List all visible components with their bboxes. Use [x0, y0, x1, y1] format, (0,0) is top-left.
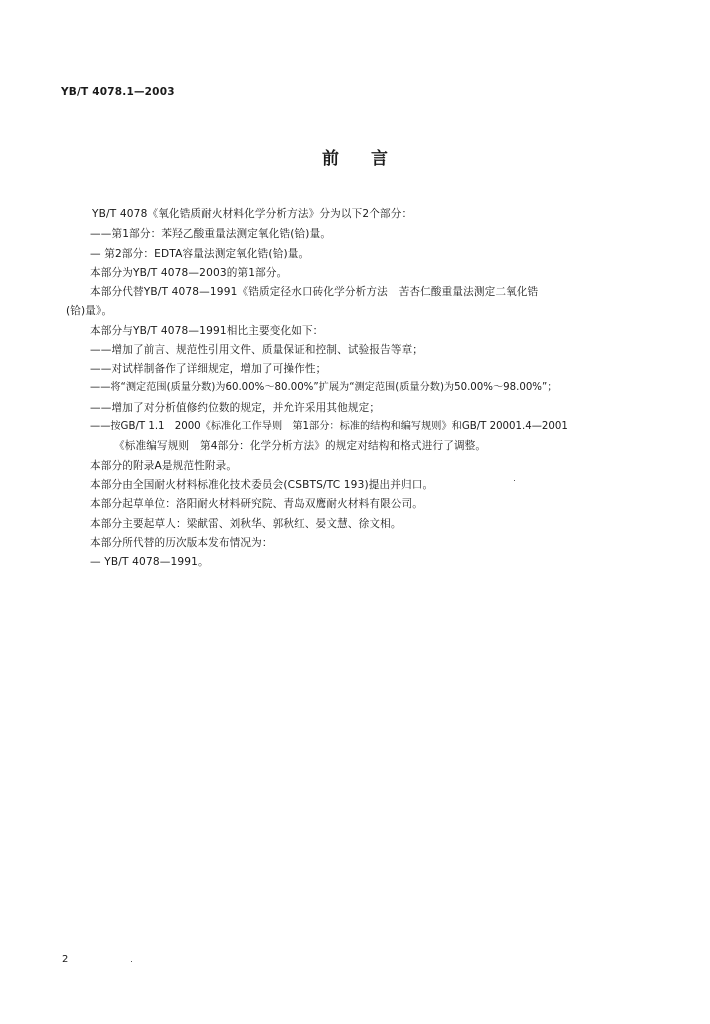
scan-speck [131, 961, 132, 962]
list-item: ——增加了前言、规范性引用文件、质量保证和控制、试验报告等章； [90, 344, 424, 356]
paragraph-line: 本部分所代替的历次版本发布情况为： [90, 537, 273, 549]
list-item: ——对试样制备作了详细规定，增加了可操作性； [90, 363, 327, 375]
list-item-continuation: 《标准编写规则 第4部分：化学分析方法》的规定对结构和格式进行了调整。 [114, 440, 487, 452]
paragraph-line: 本部分代替YB/T 4078—1991《锆质定径水口砖化学分析方法 苦杏仁酸重量法测定二氧化锆 [90, 286, 539, 298]
scan-speck [514, 480, 515, 481]
list-item: ——将“测定范围(质量分数)为60.00%～80.00%”扩展为“测定范围(质量分数)为50.00%～98.00%”； [90, 382, 558, 393]
list-item: ——第1部分：苯羟乙酸重量法测定氧化锆(铪)量。 [90, 228, 332, 240]
standard-code-header: YB/T 4078.1—2003 [61, 86, 175, 98]
paragraph-line: YB/T 4078《氧化锆质耐火材料化学分析方法》分为以下2个部分： [92, 208, 413, 220]
paragraph-line: (铪)量》。 [66, 305, 113, 317]
paragraph-line: 本部分由全国耐火材料标准化技术委员会(CSBTS/TC 193)提出并归口。 [90, 479, 434, 491]
title-char-2: 言 [371, 149, 388, 169]
page-number: 2 [62, 954, 69, 965]
paragraph-line: 本部分为YB/T 4078—2003的第1部分。 [90, 267, 288, 279]
title-char-1: 前 [322, 149, 339, 169]
paragraph-line: 本部分主要起草人：梁献雷、刘秋华、郭秋红、晏文慧、徐文相。 [90, 518, 402, 530]
list-item: ——增加了对分析值修约位数的规定，并允许采用其他规定； [90, 402, 381, 414]
section-title [0, 144, 710, 169]
paragraph-line: 本部分与YB/T 4078—1991相比主要变化如下： [90, 325, 324, 337]
list-item: — YB/T 4078—1991。 [90, 556, 209, 568]
paragraph-line: 本部分的附录A是规范性附录。 [90, 460, 238, 472]
list-item: — 第2部分：EDTA容量法测定氧化锆(铪)量。 [90, 248, 310, 260]
paragraph-line: 本部分起草单位：洛阳耐火材料研究院、青岛双鹰耐火材料有限公司。 [90, 498, 424, 510]
list-item: ——按GB/T 1.1 2000《标准化工作导则 第1部分：标准的结构和编写规则》和GB/T 20001.4—2001 [90, 421, 568, 432]
